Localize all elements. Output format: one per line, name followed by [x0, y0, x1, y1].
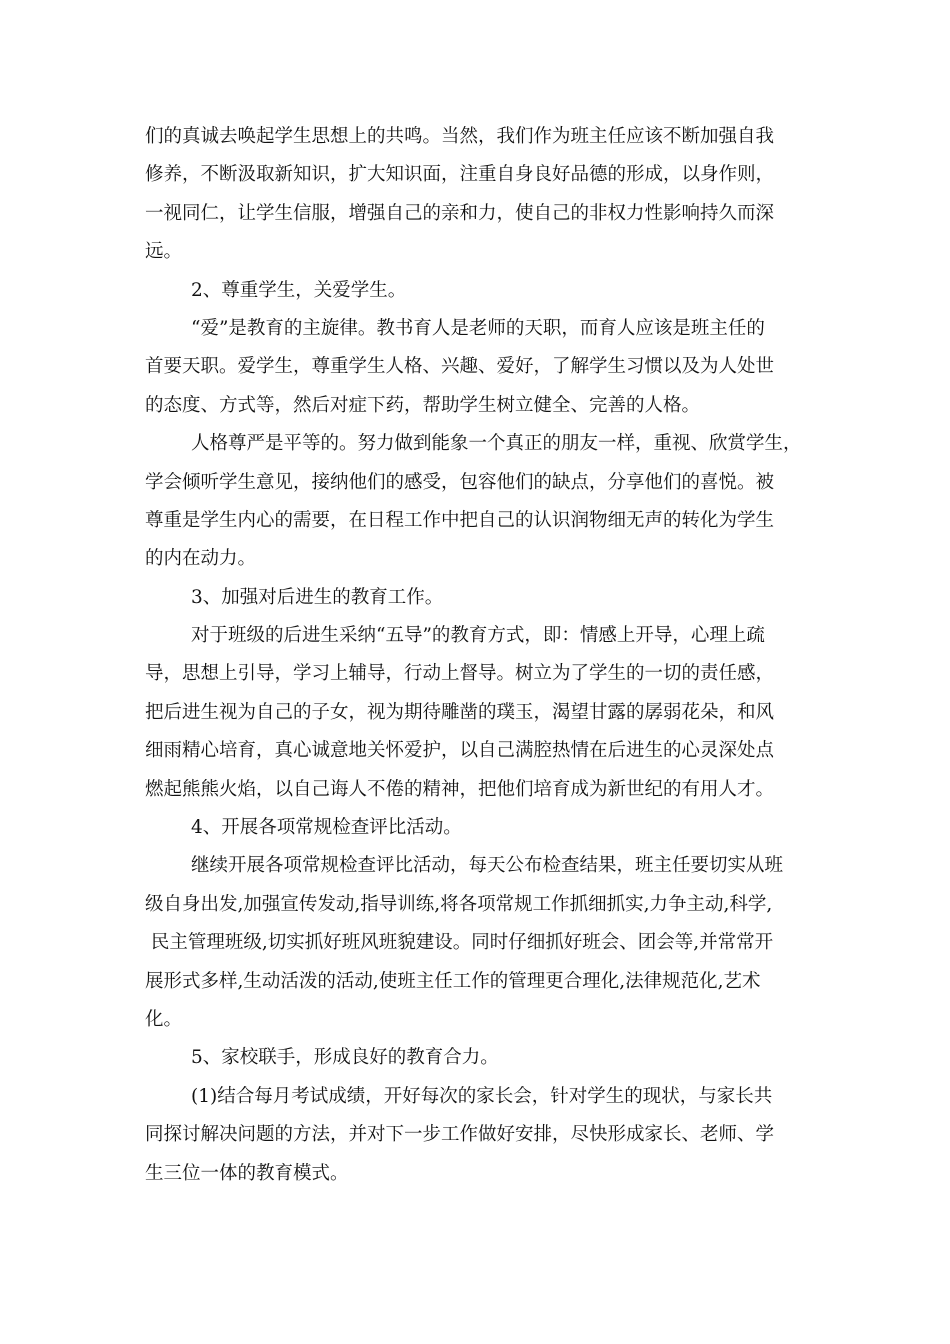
text-line: 化。	[145, 1008, 183, 1030]
text-line: 细雨精心培育，真心诚意地关怀爱护，以自己满腔热情在后进生的心灵深处点	[145, 740, 775, 762]
text-line: 的态度、方式等，然后对症下药，帮助学生树立健全、完善的人格。	[145, 394, 701, 416]
text-line: 3、加强对后进生的教育工作。	[191, 586, 444, 608]
text-line: 们的真诚去唤起学生思想上的共鸣。当然，我们作为班主任应该不断加强自我	[145, 126, 775, 147]
text-line: 导，思想上引导，学习上辅导，行动上督导。树立为了学生的一切的责任感，	[145, 663, 775, 685]
text-line: 级自身出发,加强宣传发动,指导训练,将各项常规工作抓细抓实,力争主动,科学,	[145, 893, 773, 915]
text-line: 一视同仁，让学生信服，增强自己的亲和力，使自己的非权力性影响持久而深	[145, 202, 775, 224]
text-line: 把后进生视为自己的子女，视为期待雕凿的璞玉，渴望甘露的孱弱花朵，和风	[145, 701, 775, 723]
text-line: 学会倾听学生意见，接纳他们的感受，包容他们的缺点，分享他们的喜悦。被	[145, 471, 775, 493]
text-line: 远。	[145, 241, 183, 263]
text-line: “爱”是教育的主旋律。教书育人是老师的天职，而育人应该是班主任的	[191, 317, 765, 339]
text-line: 修养，不断汲取新知识，扩大知识面，注重自身良好品德的形成，以身作则，	[145, 164, 775, 186]
text-line: (1)结合每月考试成绩，开好每次的家长会，针对学生的现状，与家长共	[191, 1085, 773, 1107]
text-line: 4、开展各项常规检查评比活动。	[191, 817, 462, 839]
text-line: 燃起熊熊火焰，以自己诲人不倦的精神，把他们培育成为新世纪的有用人才。	[145, 778, 775, 800]
text-line: 继续开展各项常规检查评比活动，每天公布检查结果，班主任要切实从班	[191, 855, 784, 877]
document-body	[145, 118, 835, 1193]
text-line: 首要天职。爱学生，尊重学生人格、兴趣、爱好，了解学生习惯以及为人处世	[145, 356, 775, 378]
text-line: 的内在动力。	[145, 548, 257, 570]
text-line: 展形式多样,生动活泼的活动,使班主任工作的管理更合理化,法律规范化,艺术	[145, 970, 761, 992]
text-line: 人格尊严是平等的。努力做到能象一个真正的朋友一样，重视、欣赏学生，	[191, 433, 802, 455]
text-line: 2、尊重学生，关爱学生。	[191, 279, 407, 301]
text-line: 民主管理班级,切实抓好班风班貌建设。同时仔细抓好班会、团会等,并常常开	[145, 932, 774, 954]
text-line: 对于班级的后进生采纳“五导”的教育方式，即：情感上开导，心理上疏	[191, 625, 765, 647]
text-line: 同探讨解决问题的方法，并对下一步工作做好安排，尽快形成家长、老师、学	[145, 1124, 775, 1146]
text-line: 尊重是学生内心的需要，在日程工作中把自己的认识润物细无声的转化为学生	[145, 509, 775, 531]
text-line: 生三位一体的教育模式。	[145, 1162, 349, 1184]
text-line: 5、家校联手，形成良好的教育合力。	[191, 1047, 499, 1069]
